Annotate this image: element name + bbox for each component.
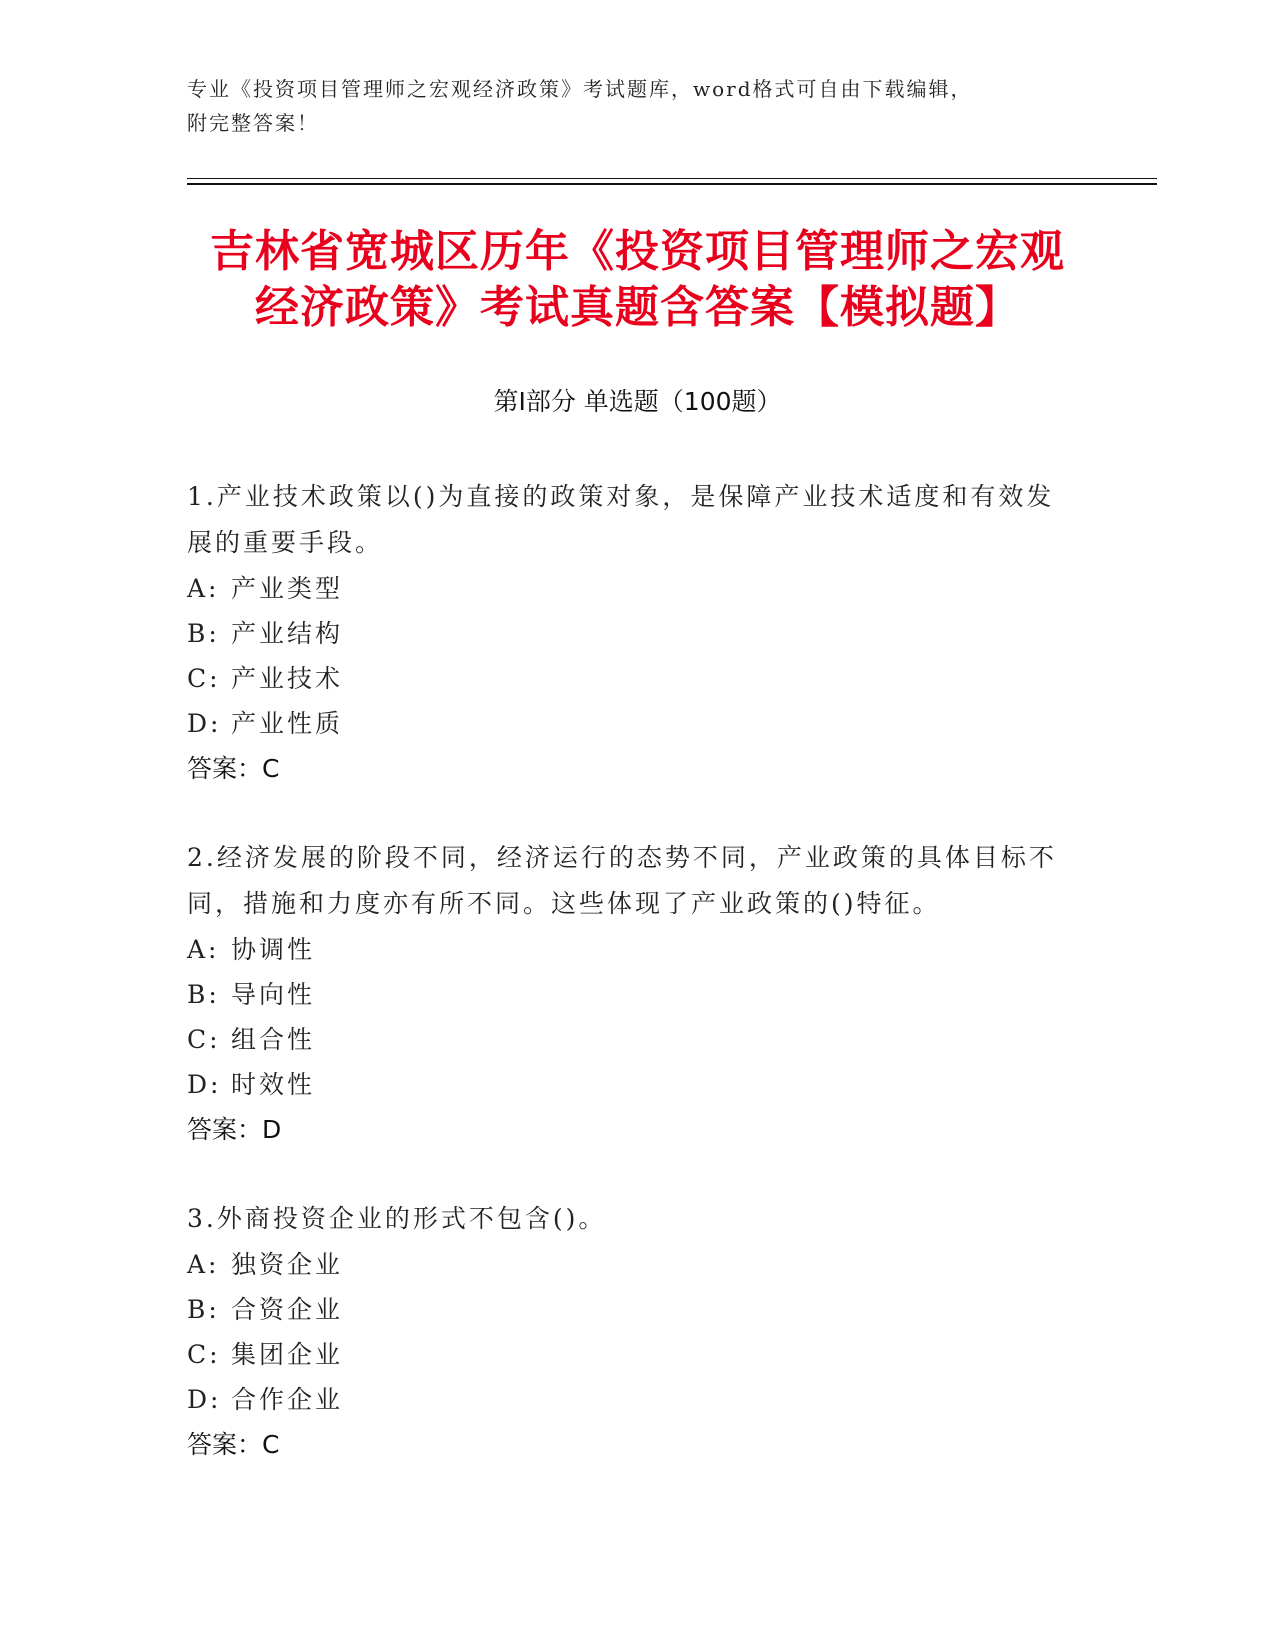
answer-line: 答案：C xyxy=(187,1430,280,1459)
option-key: B: xyxy=(187,1295,220,1324)
header-note-line-1: 专业《投资项目管理师之宏观经济政策》考试题库，word格式可自由下载编辑， xyxy=(187,77,973,101)
option-text: 导向性 xyxy=(231,980,316,1009)
option-key: D: xyxy=(187,1385,222,1414)
option-key: B: xyxy=(187,980,220,1009)
option-text: 产业性质 xyxy=(231,709,344,738)
document-title-line-1: 吉林省宽城区历年《投资项目管理师之宏观 xyxy=(210,226,1065,277)
document-title xyxy=(150,224,1125,336)
question-stem: 3.外商投资企业的形式不包含()。 xyxy=(187,1204,607,1233)
option-text: 协调性 xyxy=(231,935,316,964)
option-key: A: xyxy=(187,1250,220,1279)
option-key: C: xyxy=(187,1340,221,1369)
question-1 xyxy=(187,474,1067,792)
option-text: 产业技术 xyxy=(231,664,344,693)
option-a xyxy=(187,566,1067,611)
option-key: C: xyxy=(187,664,221,693)
option-text: 组合性 xyxy=(231,1025,316,1054)
option-d xyxy=(187,1377,1067,1422)
question-list xyxy=(187,474,1067,1511)
option-d xyxy=(187,1062,1067,1107)
option-key: A: xyxy=(187,935,220,964)
option-c xyxy=(187,1017,1067,1062)
option-c xyxy=(187,1332,1067,1377)
option-c xyxy=(187,656,1067,701)
document-title-line-2: 经济政策》考试真题含答案【模拟题】 xyxy=(255,282,1020,333)
header-note-line-2: 附完整答案！ xyxy=(187,111,319,135)
header-note xyxy=(187,72,1087,140)
option-text: 合作企业 xyxy=(231,1385,344,1414)
option-d xyxy=(187,701,1067,746)
option-b xyxy=(187,972,1067,1017)
option-text: 产业结构 xyxy=(231,619,344,648)
question-3 xyxy=(187,1196,1067,1468)
header-divider-thin xyxy=(187,178,1157,179)
answer-line: 答案：C xyxy=(187,754,280,783)
option-text: 合资企业 xyxy=(231,1295,344,1324)
option-key: A: xyxy=(187,574,220,603)
option-text: 独资企业 xyxy=(231,1250,344,1279)
answer-line: 答案：D xyxy=(187,1115,282,1144)
option-key: B: xyxy=(187,619,220,648)
section-heading: 第Ⅰ部分 单选题（100题） xyxy=(493,387,782,416)
question-stem: 1.产业技术政策以()为直接的政策对象，是保障产业技术适度和有效发展的重要手段。 xyxy=(187,482,1055,557)
option-key: C: xyxy=(187,1025,221,1054)
option-b xyxy=(187,611,1067,656)
option-text: 产业类型 xyxy=(231,574,344,603)
option-text: 时效性 xyxy=(231,1070,316,1099)
option-key: D: xyxy=(187,1070,222,1099)
question-2 xyxy=(187,835,1067,1153)
option-b xyxy=(187,1287,1067,1332)
option-text: 集团企业 xyxy=(231,1340,344,1369)
option-key: D: xyxy=(187,709,222,738)
option-a xyxy=(187,1242,1067,1287)
header-divider-thick xyxy=(187,183,1157,185)
question-stem: 2.经济发展的阶段不同，经济运行的态势不同，产业政策的具体目标不同，措施和力度亦有所不同。这些体现了产业政策的()特征。 xyxy=(187,843,1057,918)
option-a xyxy=(187,927,1067,972)
